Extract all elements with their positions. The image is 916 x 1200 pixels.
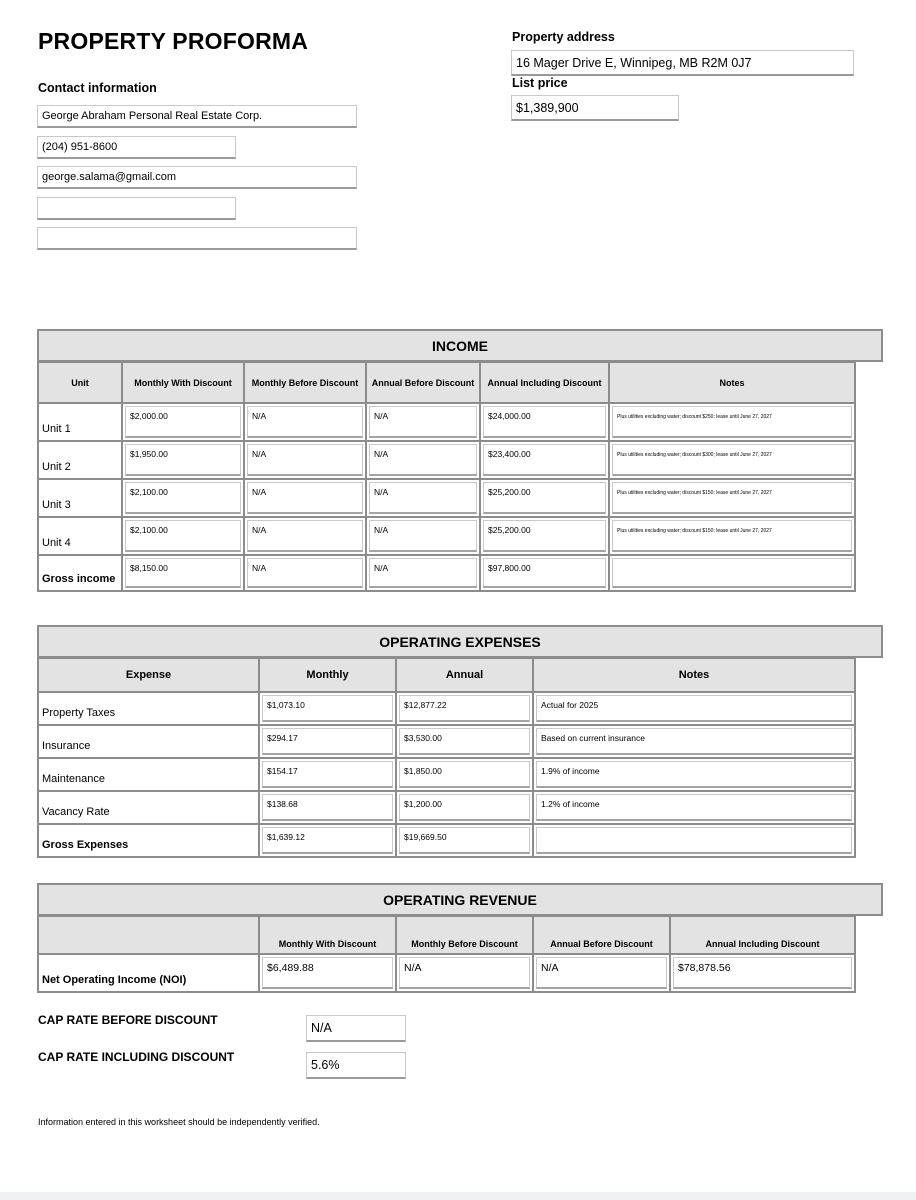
cell-input[interactable]: $1,850.00 [399, 761, 530, 788]
cell-input[interactable]: N/A [369, 406, 477, 438]
noi-annual-before-discount-input[interactable]: N/A [536, 957, 667, 989]
income-table [37, 361, 856, 592]
expenses-col-expense: Expense [38, 658, 259, 692]
income-col-notes: Notes [609, 362, 855, 403]
cell-input[interactable]: $25,200.00 [483, 520, 606, 552]
notes-input[interactable]: Plus utilities excluding water; discount $150; lease until June 27, 2027 [612, 482, 852, 514]
row-label: Unit 4 [38, 517, 122, 555]
cell-input[interactable]: $2,100.00 [125, 520, 241, 552]
cell-input[interactable]: $12,877.22 [399, 695, 530, 722]
cell-input[interactable]: N/A [247, 444, 363, 476]
cell-input[interactable]: $154.17 [262, 761, 393, 788]
notes-input[interactable] [612, 558, 852, 588]
noi-monthly-before-discount-input[interactable]: N/A [399, 957, 530, 989]
revenue-header-row [38, 916, 855, 954]
table-row [38, 555, 855, 591]
income-col-monthly-before-discount: Monthly Before Discount [244, 362, 366, 403]
contact-extra-field-2[interactable] [37, 227, 357, 250]
income-col-annual-before-discount: Annual Before Discount [366, 362, 480, 403]
row-label: Insurance [38, 725, 259, 758]
table-row [38, 954, 855, 992]
row-label: Property Taxes [38, 692, 259, 725]
table-row [38, 517, 855, 555]
gross-income-label: Gross income [38, 555, 122, 591]
cell-input[interactable]: $1,200.00 [399, 794, 530, 821]
property-address-field[interactable]: 16 Mager Drive E, Winnipeg, MB R2M 0J7 [511, 50, 854, 76]
cell-input[interactable]: N/A [247, 520, 363, 552]
revenue-col-annual-before-discount: Annual Before Discount [533, 916, 670, 954]
expenses-table [37, 657, 856, 858]
cell-input[interactable]: N/A [369, 520, 477, 552]
table-row [38, 725, 855, 758]
notes-input[interactable] [536, 827, 852, 854]
cell-input[interactable]: N/A [247, 482, 363, 514]
cell-input[interactable]: N/A [247, 558, 363, 588]
page-bottom-edge [0, 1192, 916, 1200]
noi-monthly-with-discount-input[interactable]: $6,489.88 [262, 957, 393, 989]
table-row [38, 479, 855, 517]
cell-input[interactable]: $1,639.12 [262, 827, 393, 854]
expenses-section-title: OPERATING EXPENSES [37, 625, 883, 658]
revenue-col-monthly-with-discount: Monthly With Discount [259, 916, 396, 954]
contact-extra-field-1[interactable] [37, 197, 236, 220]
cell-input[interactable]: $23,400.00 [483, 444, 606, 476]
property-address-label: Property address [512, 30, 615, 44]
notes-input[interactable]: Plus utilities excluding water; discount $250; lease until June 27, 2027 [612, 406, 852, 438]
list-price-field[interactable]: $1,389,900 [511, 95, 679, 121]
cell-input[interactable]: $1,950.00 [125, 444, 241, 476]
table-row [38, 403, 855, 441]
table-row [38, 692, 855, 725]
cell-input[interactable]: $97,800.00 [483, 558, 606, 588]
cell-input[interactable]: $8,150.00 [125, 558, 241, 588]
cell-input[interactable]: $25,200.00 [483, 482, 606, 514]
notes-input[interactable]: 1.9% of income [536, 761, 852, 788]
cell-input[interactable]: $2,000.00 [125, 406, 241, 438]
cell-input[interactable]: $1,073.10 [262, 695, 393, 722]
notes-input[interactable]: Actual for 2025 [536, 695, 852, 722]
contact-phone-field[interactable]: (204) 951-8600 [37, 136, 236, 159]
noi-annual-including-discount-input[interactable]: $78,878.56 [673, 957, 852, 989]
table-row [38, 758, 855, 791]
income-col-annual-including-discount: Annual Including Discount [480, 362, 609, 403]
cap-rate-before-discount-field[interactable]: N/A [306, 1015, 406, 1042]
income-col-monthly-with-discount: Monthly With Discount [122, 362, 244, 403]
cell-input[interactable]: N/A [369, 444, 477, 476]
footnote: Information entered in this worksheet should be independently verified. [38, 1117, 320, 1127]
row-label: Unit 2 [38, 441, 122, 479]
cell-input[interactable]: $294.17 [262, 728, 393, 755]
revenue-table [37, 915, 856, 993]
cap-rate-including-discount-label: CAP RATE INCLUDING DISCOUNT [38, 1050, 235, 1064]
table-row [38, 824, 855, 857]
table-row [38, 791, 855, 824]
revenue-col-annual-including-discount: Annual Including Discount [670, 916, 855, 954]
expenses-col-notes: Notes [533, 658, 855, 692]
cell-input[interactable]: N/A [247, 406, 363, 438]
notes-input[interactable]: Based on current insurance [536, 728, 852, 755]
noi-label: Net Operating Income (NOI) [38, 954, 259, 992]
contact-name-field[interactable]: George Abraham Personal Real Estate Corp. [37, 105, 357, 128]
notes-input[interactable]: Plus utilities excluding water; discount $300; lease until June 27, 2027 [612, 444, 852, 476]
cell-input[interactable]: $3,530.00 [399, 728, 530, 755]
cell-input[interactable]: $138.68 [262, 794, 393, 821]
table-row [38, 441, 855, 479]
cell-input[interactable]: N/A [369, 558, 477, 588]
cell-input[interactable]: N/A [369, 482, 477, 514]
expenses-col-monthly: Monthly [259, 658, 396, 692]
expenses-header-row [38, 658, 855, 692]
row-label: Vacancy Rate [38, 791, 259, 824]
row-label: Maintenance [38, 758, 259, 791]
gross-expenses-label: Gross Expenses [38, 824, 259, 857]
list-price-label: List price [512, 76, 568, 90]
cap-rate-before-discount-label: CAP RATE BEFORE DISCOUNT [38, 1013, 218, 1027]
contact-info-label: Contact information [38, 81, 157, 95]
row-label: Unit 1 [38, 403, 122, 441]
cap-rate-including-discount-field[interactable]: 5.6% [306, 1052, 406, 1079]
cell-input[interactable]: $24,000.00 [483, 406, 606, 438]
income-section-title: INCOME [37, 329, 883, 362]
revenue-col-blank [38, 916, 259, 954]
revenue-section-title: OPERATING REVENUE [37, 883, 883, 916]
revenue-col-monthly-before-discount: Monthly Before Discount [396, 916, 533, 954]
income-header-row [38, 362, 855, 403]
page-title: PROPERTY PROFORMA [38, 28, 309, 54]
notes-input[interactable]: Plus utilities excluding water; discount $150; lease until June 27, 2027 [612, 520, 852, 552]
contact-email-field[interactable]: george.salama@gmail.com [37, 166, 357, 189]
notes-input[interactable]: 1.2% of income [536, 794, 852, 821]
cell-input[interactable]: $19,669.50 [399, 827, 530, 854]
income-col-unit: Unit [38, 362, 122, 403]
row-label: Unit 3 [38, 479, 122, 517]
cell-input[interactable]: $2,100.00 [125, 482, 241, 514]
expenses-col-annual: Annual [396, 658, 533, 692]
